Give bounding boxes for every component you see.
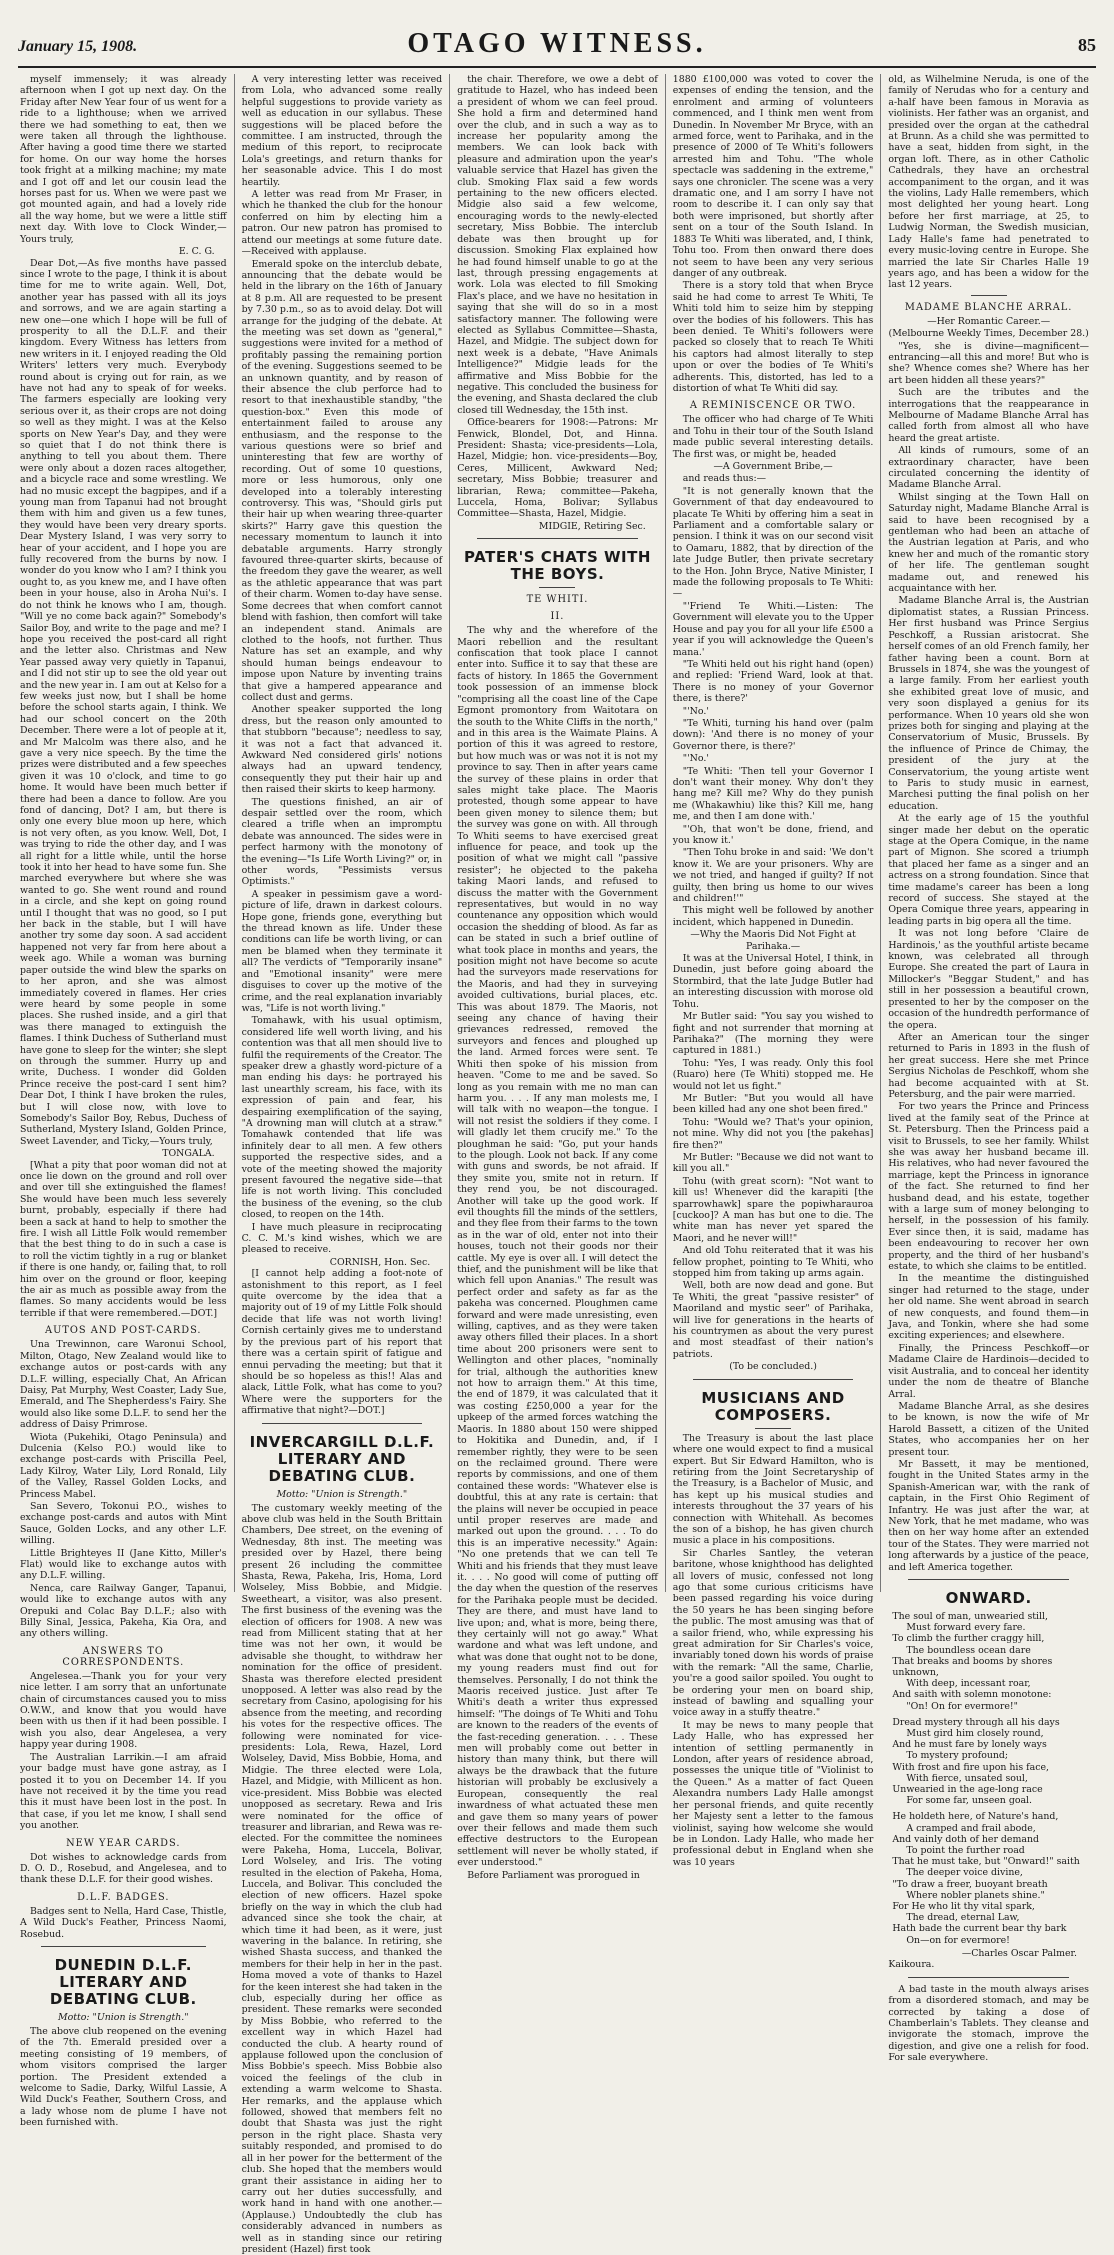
- article-paragraph: After an American tour the singer returned to Paris in 1893 in the flush of her great success. Here she met Prince Sergius Nicholas de Peschkoff, whom she had become acquainted with at St. Petersburg, and the pair were married.: [888, 1031, 1089, 1100]
- article-paragraph: It was at the Universal Hotel, I think, in Dunedin, just before going aboard the Stormbird, that the late Judge Butler had an interesting discussion with morose old Tohu.: [672, 953, 874, 1010]
- article-paragraph: Tohu (with great scorn): "Not want to kill us! Whenever did the karapiti [the sparrowhawk] spare the popiwharauroa [cuckoo]? A man has but one to die. The white man has never yet spared the Maori, and he never will!": [672, 1175, 874, 1244]
- notice-paragraph: Una Trewinnon, care Waronui School, Milton, Otago, New Zealand would like to exchange autos or post-cards with any D.L.F. willing, especially Chat, An African Daisy, Pat Murphy, West Coaster, Lady Sue, Emerald, and The Shepherdess's Fairy. She would also like some D.L.F. to send her the address of Daisy Primrose.: [20, 1339, 227, 1431]
- article-paragraph: The why and the wherefore of the Maori rebellion and the resultant confiscation that took place I cannot enter into. Suffice it to say that these are facts of history. In 1865 the Government took possession of an immense block "comprising all the coast line of the Cape Egmont promontory from Waitotara on the south to the White Cliffs in the north," and in this area is the Waimate Plains. A portion of this it was agreed to restore, but how much was or was not it is not my province to say. Then in after years came the survey of these plains in order that sales might take place. The Maoris protested, though some appear to have been given money to silence them; but the survey was gone on with. All through To Whiti seems to have exercised great influence for peace, and took up the position of what we might call "passive resister"; he objected to the pakeha taking Maori lands, and refused to discuss the matter with the Government representatives, but would in no way countenance any opposition which would occasion the shedding of blood. As far as can be stated in such a brief outline of what took place in months and years, the position might not have become so acute had the surveyors made reservations for the Maoris, and had they in surveying avoided cultivations, burial places, etc. This was about 1879. The Maoris, not seeing any chance of having their grievances redressed, removed the surveyors and fences and ploughed up the land. Armed forces were sent. Te Whiti then spoke of his mission from heaven. "Come to me and be saved. So long as you remain with me no man can harm you. . . . If any man molests me, I will talk with no weapon—the tongue. I will not resist the soldiers if they come. I will gladly let them crucify me." To the ploughman he said: "Go, put your hands to the plough. Look not back. If any come with guns and swords, be not afraid. If they smite you, smite not in return. If they rend you, be not discouraged. Another will take up the good work. If evil thoughts fill the minds of the settlers, and they flee from their farms to the town as in the war of old, enter not into their houses, touch not their goods nor their cattle. My eye is over all. I will detect the thief, and the punishment will be like that which fell upon Ananias." The result was perfect order and safety as far as the pakeha was concerned. Ploughmen came forward and were made unresisting, even willing, captives, and as they were taken away others filled their places. In a short time about 200 prisoners were sent to Wellington and other places, "nominally for trial, although the authorities knew not how to arraign them." At this time, the end of 1879, it was calculated that it was costing £250,000 a year for the upkeep of the armed forces watching the Maoris. In 1880 about 150 were shipped to Hokitika and Dunedin, and, if I remember rightly, they were to be seen on the reclaimed ground. There were reports by commissions, and one of them contained these words: "Whatever else is doubtful, this at any rate is certain: that the plains will never be occupied in peace until proper reserves are made and marked out upon the ground. . . . To do this is an imperative necessity." Again: "No one pretends that we can tell Te Whiti and his friends that they must leave it. . . . No good will come of putting off the day when the question of the reserves for the Parihaka people must be decided. They are there, and must have land to live upon; and, what is more, being there, they certainly will not go away." What wardone and what was left undone, and what was done that ought not to be done, my young readers must find out for themselves. Personally, I do not think the Maoris received justice. Just after Te Whiti's death a writer thus expressed himself: "The doings of Te Whiti and Tohu are known to the readers of the events of the fast-receding generation. . . . These men will probably come out better in history than many think, but there will always be the drawback that the future historian will probably be exclusively a European, consequently the real inwardness of what actuated these men and gave them so many years of power over their fellows and made them such effective destructors to the European settlement will never be wholly stated, if ever understood.": [457, 625, 658, 1869]
- article-paragraph: Whilst singing at the Town Hall on Saturday night, Madame Blanche Arral is said to have been recognised by a gentleman who had been an attache of the Austrian legation at Paris, and who knew her and much of the romantic story of her life. The gentleman sought madame out, and renewed his acquaintance with her.: [888, 491, 1089, 595]
- notice-paragraph: Badges sent to Nella, Hard Case, Thistle, A Wild Duck's Feather, Princess Naomi, Rosebud.: [20, 1905, 227, 1940]
- article-paragraph: Tohu: "Would we? That's your opinion, not mine. Why did not you [the pakehas] fire then?": [672, 1116, 874, 1151]
- article-paragraph: "It is not generally known that the Government of that day endeavoured to placate Te Whiti by offering him a seat in Parliament and a comfortable salary or pension. I think it was on our second visit to Oamaru, 1882, that by direction of the late Judge Butler, then private secretary to the Hon. John Bryce, Native Minister, I made the following proposals to Te Whiti:—: [672, 485, 874, 600]
- masthead-rule: [18, 66, 1096, 68]
- divider: [262, 1423, 422, 1424]
- article-paragraph: "Te Whiti: 'Then tell your Governor I don't want their money. Why don't they hang me? Kill me? Why do they punish me (Whakawhiu) like this? Kill me, hang me, and then I am done with.': [672, 765, 874, 823]
- poem-place: Kaikoura.: [888, 1959, 935, 1971]
- column-2: [234, 74, 450, 2255]
- section-heading-autos: AUTOS AND POST-CARDS.: [45, 1325, 202, 1337]
- poem-line: To mystery profound;: [906, 1750, 1009, 1762]
- article-paragraph: "Te Whiti held out his right hand (open) and replied: 'Friend Ward, look at that. There is no money of your Governor there, is there?': [672, 658, 874, 705]
- article-paragraph: Finally, the Princess Peschkoff—or Madame Claire de Hardinois—decided to visit Australia, and to conceal her identity under the nom de theatre of Blanche Arral.: [888, 1342, 1089, 1400]
- poem-line: To point the further road: [906, 1845, 1025, 1857]
- article-inline-heading: —Why the Maoris Did Not Fight at Parihaka.—: [690, 929, 856, 952]
- article-paragraph: All kinds of rumours, some of an extraordinary character, have been circulated concerning the identity of Madame Blanche Arral.: [888, 445, 1089, 491]
- notice-paragraph: Little Brighteyes II (Jane Kitto, Miller's Flat) would like to exchange autos with any D.L.F. willing.: [20, 1547, 227, 1582]
- section-heading-reminiscence: A REMINISCENCE OR TWO.: [689, 400, 857, 412]
- poem-line: Dread mystery through all his days: [892, 1716, 1060, 1728]
- article-paragraph: Such are the tributes and the interrogations that the reappearance in Melbourne of Madame Blanche Arral has called forth from almost all who have heard the great artiste.: [888, 387, 1089, 444]
- poem-line: Hath bade the current bear thy bark: [892, 1923, 1067, 1935]
- section-heading-new-year: NEW YEAR CARDS.: [66, 1837, 181, 1849]
- article-paragraph: "Te Whiti, turning his hand over (palm down): 'And there is no money of your Governor there, is there?': [672, 717, 874, 752]
- article-heading-paters-chats: PATER'S CHATS WITH THE BOYS.: [464, 548, 651, 584]
- letter-signature: TONGALA.: [162, 1148, 215, 1160]
- answer-paragraph: The Australian Larrikin.—I am afraid your badge must have gone astray, as I posted it to you on December 14. If you have not received it by the time you read this it must have been lost in the post. In that case, if you let me know, I shall send you another.: [20, 1751, 227, 1832]
- poem-line: That breaks and booms by shores unknown,: [892, 1655, 1053, 1679]
- article-paragraph: There is a story told that when Bryce said he had come to arrest Te Whiti, Te Whiti told him to seize him by stepping over the bodies of his followers. This has been denied. Te Whiti's followers were packed so closely that to reach Te Whiti his captors had almost literally to step upon or over the bodies of Te Whiti's adherents. This, distorted, has led to a distortion of what Te Whiti did say.: [672, 280, 874, 394]
- report-paragraph: Another speaker supported the long dress, but the reason only amounted to that stubborn "because"; needless to say, it was not a fact that advanced it. Awkward Ned considered girls' notions always had an upward tendency, consequently they put their hair up and then raised their skirts to keep harmony.: [241, 704, 443, 796]
- poem-line: Where nobler planets shine.": [906, 1889, 1045, 1901]
- poem-line: And vainly doth of her demand: [892, 1833, 1040, 1845]
- poem-line: The dread, eternal Law,: [906, 1912, 1020, 1924]
- answer-paragraph: Angelesea.—Thank you for your very nice letter. I am sorry that an unfortunate chain of circumstances caused you to miss O.W.W., and know that you would have been with us then if it had been possible. I wish you also, dear Angelesea, a very happy year during 1908.: [20, 1670, 227, 1751]
- newspaper-title: OTAGO WITNESS.: [407, 28, 707, 59]
- report-paragraph: The above club reopened on the evening of the 7th. Emerald presided over a meeting consisting of 19 members, of whom visitors comprised the larger portion. The President extended a welcome to Sadie, Darky, Wilful Lassie, A Wild Duck's Feather, Southern Cross, and a lady whose nom de plume I have not been furnished with.: [20, 2025, 227, 2129]
- article-subheading-te-whiti: TE WHITI.: [526, 594, 589, 606]
- article-paragraph: Before Parliament was prorogued in: [467, 1869, 640, 1881]
- article-paragraph: Madame Blanche Arral is, the Austrian diplomatist states, a Russian Princess. Her first husband was Prince Sergius Peschkoff, a Russian aristocrat. She herself comes of an old French family, her father having been a count. Born at Brussels in 1874, she was the youngest of a large family. From her earliest youth she exhibited great love of music, and very soon displayed a genius for its performance. When 10 years old she won prizes both for singing and playing at the Conservatorium of Music, Brussels. By the influence of Prince de Chimay, the president of the jury at the Conservatorium, the young artiste went to Paris to study music in earnest, Marchesi putting the final polish on her education.: [888, 595, 1089, 812]
- notice-paragraph: San Severo, Tokonui P.O., wishes to exchange post-cards and autos with Mint Sauce, Golden Locks, and any other L.F. willing.: [20, 1500, 227, 1547]
- article-heading-dunedin-club: DUNEDIN D.L.F. LITERARY AND DEBATING CLUB.: [49, 1955, 197, 2008]
- article-paragraph: It was not long before 'Claire de Hardinois,' as the youthful artiste became known, was celebrated all through Europe. She created the part of Laura in Millocker's "Beggar Student," and has still in her possession a beautiful crown, presented to her by the composer on the occasion of the hundredth performance of the opera.: [888, 928, 1089, 1031]
- column-5: [880, 74, 1096, 2064]
- report-signature: CORNISH, Hon. Sec.: [329, 1256, 431, 1268]
- article-paragraph: "Yes, she is divine—magnificent—entrancing—all this and more! But who is she? Whence comes she? Where has her art been hidden all these years?": [888, 340, 1089, 386]
- article-paragraph: Mr Butler said: "You say you wished to fight and not surrender that morning at Parihaka?" (The morning they were captured in 1881.): [672, 1011, 874, 1057]
- notice-paragraph: Nenca, care Railway Ganger, Tapanui, would like to exchange autos with any Orepuki and Colac Bay D.L.F.; also with Billy Sinal, Jessica, Pakeha, Kia Ora, and any others willing.: [20, 1582, 227, 1640]
- page-number: 85: [1078, 35, 1096, 55]
- poem-onward: [892, 1611, 1089, 1946]
- divider: [477, 538, 637, 539]
- report-signature: MIDGIE, Retiring Sec.: [538, 520, 646, 532]
- article-paragraph: The Treasury is about the last place where one would expect to find a musical expert. But Sir Edward Hamilton, who is retiring from the Joint Secretaryship of the Treasury, is a Bachelor of Music, and has kept up his musical studies and interests throughout the 37 years of his connection with Whitehall. As becomes the son of a bishop, he has given church music a place in his compositions.: [672, 1432, 874, 1547]
- newspaper-columns: [18, 74, 1096, 2255]
- poem-line: He holdeth here, of Nature's hand,: [892, 1811, 1059, 1823]
- letter-paragraph: myself immensely; it was already afternoon when I got up next day. On the Friday after New Year four of us went for a ride to a lighthouse; when we arrived there we had something to eat, then we were taken all through the lighthouse. After having a good time there we started for home. On our way home the horses took fright at a milking machine; my mate and I got off and let our cousin lead the horses past for us. When we were past we got mounted again, and had a lovely ride all the way home, but we were a little stiff next day. With love to Clock Winder,—Yours truly,: [20, 74, 227, 245]
- poem-line: And saith with solemn monotone:: [892, 1689, 1052, 1701]
- article-paragraph: Tohu: "Yes, I was ready. Only this fool (Ruaro) here (Te Whiti) stopped me. He would not let us fight.": [672, 1057, 874, 1092]
- letter-paragraph: Dear Dot,—As five months have passed since I wrote to the page, I think it is about time for me to write again. Well, Dot, another year has passed with all its joys and sorrows, and we are again starting a new one—one which I hope will be full of prosperity to all the D.L.F. and their kingdom. Every Witness has letters from new writers in it. I enjoyed reading the Old Writers' letters very much. Everybody round about is crying out for rain, as we have not had any to speak of for weeks. The farmers especially are looking very serious over it, as their crops are not doing so well as they might. I was at the Kelso sports on New Year's Day, and they were so quiet that I do not think there is anything to tell you about them. There were only about a dozen races altogether, and a bicycle race and some wrestling. We had no music except the bagpipes, and if a young man from Tapanui had not brought them with him and given us a few tunes, they would have been very dreary sports. Dear Mystery Island, I was very sorry to hear of your accident, and I hope you are fully recovered from the burns by now. I wonder do you know who I am? I think you ought to, as you knew me, and I have often been in your house, also in Aroha Nui's. I do not think he knows who I am, though. "Will ye no come back again?" Somebody's Sailor Boy, and write to the page and me? I hope you received the post-card all right and the letter also. Christmas and New Year passed away very quietly in Tapanui, and I did not stir up to see the old year out and the new year in. I am out at Kelso for a few weeks just now, but I shall be home before the school starts again, I think. We had our school concert on the 20th December. There were a lot of people at it, and Mr Malcolm was there also, and he gave a very nice speech. By the time the prizes were distributed and a few speeches given it was 10 o'clock, and time to go home. It would have been much better if there had been a dance to follow. Are you fond of dancing, Dot? I am, but there is only one every blue moon up here, which is not very often, as you know. Well, Dot, I was trying to ride the other day, and I was all right for a little while, until the horse took it into her head to have some fun. She marched everywhere but where she was wanted to go. She went round and round in a circle, and she kept on going round until I thought that was no good, so I put her back in the stable, but I will have another try some day soon. A sad accident happened not very far from here about a week ago. While a woman was burning paper outside the wind blew the sparks on to her apron, and she was almost immediately covered in flames. Her cries were heard by some people in some places. She rushed inside, and a girl that was there managed to extinguish the flames. I think Duchess of Sutherland must have gone to sleep for the winter; she slept on through the summer. Hurry up and write, Duchess. I wonder did Golden Prince receive the post-card I sent him? Dear Dot, I think I have broken the rules, but I will close now, with love to Somebody's Sailor Boy, Rebus, Duchess of Sutherland, Mystery Island, Golden Prince, Sweet Lavender, and Ticky,—Yours truly,: [20, 257, 227, 1147]
- poem-author: —Charles Oscar Palmer.: [961, 1947, 1077, 1959]
- issue-date: January 15, 1908.: [18, 38, 138, 55]
- divider: [908, 1579, 1068, 1580]
- report-paragraph: A very interesting letter was received from Lola, who advanced some really helpful suggestions to provide variety as well as education in our syllabus. These suggestions will be placed before the committee. I am instructed, through the medium of this report, to reciprocate Lola's greetings, and return thanks for her seasonable advice. This I do most heartily.: [241, 74, 443, 188]
- article-paragraph: old, as Wilhelmine Neruda, is one of the family of Nerudas who for a century and a-half have been famous in Moravia as violinists. Her father was an organist, and presided over the organ at the cathedral at Brunn. As a child she was permitted to have a seat, hidden from sight, in the organ loft. There, as in other Catholic Cathedrals, they have an orchestral accompaniment to the organ, and it was the violins, Lady Halle remembers, which most delighted her young heart. Long before her first marriage, at 25, to Ludwig Norman, the Swedish musician, Lady Halle's fame had penetrated to every music-loving centre in Europe. She married the late Sir Charles Halle 19 years ago, and has been a widow for the last 12 years.: [888, 74, 1089, 291]
- divider: [971, 295, 1007, 296]
- report-paragraph: Tomahawk, with his usual optimism, considered life well worth living, and his contention was that all men should live to fulfil the requirements of the Creator. The speaker drew a ghastly word-picture of a man ending his days: he portrayed his last unearthly scream, his face, with its expression of pain and fear, his despairing exemplification of the saying, "A drowning man will clutch at a straw." Tomahawk contended that life was infinitely dear to all men. A few others supported the respective sides, and a vote of the meeting showed the majority present favoured the negative side—that life is not worth living. This concluded the business of the evening, so the club closed, to reopen on the 14th.: [241, 1015, 443, 1221]
- article-heading-musicians: MUSICIANS AND COMPOSERS.: [701, 1388, 845, 1424]
- editor-note: [I cannot help adding a foot-note of astonishment to this report, as I feel quite overcome by the idea that a majority out of 19 of my Little Folk should decide that life was not worth living! Cornish certainly gives me to understand by the previous part of his report that there was a certain spirit of fatigue and ennui pervading the meeting; but that it should be so hopeless as this!! Alas and alack, Little Folk, what has come to you? Where were the supporters for the affirmative that night?—DOT.]: [241, 1268, 443, 1417]
- poem-line: A cramped and frail abode,: [906, 1822, 1036, 1834]
- article-paragraph: At the early age of 15 the youthful singer made her debut on the operatic stage at the Opera Comique, in the name part of Mignon. She scored a triumph that placed her fame as a singer and an actress on a strong foundation. Since that time madame's career has been a long record of success. She stayed at the Opera Comique three years, appearing in leading parts in big opera all the time.: [888, 813, 1089, 927]
- report-paragraph: A letter was read from Mr Fraser, in which he thanked the club for the honour conferred on him by electing him a patron. Our new patron has promised to attend our meetings at some future date.—Received with applause.: [241, 189, 443, 258]
- article-paragraph: Well, both are now dead and gone. But Te Whiti, the great "passive resister" of Maoriland and mystic seer" of Parihaka, will live for generations in the hearts of his countrymen as about the very purest and most steadfast of their nation's patriots.: [672, 1280, 874, 1360]
- poem-line: The boundless ocean dare: [906, 1644, 1031, 1656]
- article-paragraph: In the meantime the distinguished singer had returned to the stage, under her old name. She went abroad in search of new conquests, and found them—in Java, and Tonkin, where she had some exciting experiences; and elsewhere.: [888, 1273, 1089, 1342]
- poem-line: Must gird him closely round,: [906, 1728, 1044, 1740]
- report-paragraph: I have much pleasure in reciprocating C. C. M.'s kind wishes, which we are pleased to receive.: [241, 1221, 443, 1256]
- report-paragraph: Emerald spoke on the interclub debate, announcing that the debate would be held in the library on the 16th of January at 8 p.m. All are requested to be present by 7.30 p.m., so as to avoid delay. Dot will arrange for the judging of the debate. At the meeting was set down as "general," suggestions were invited for a method of profitably passing the remaining portion of the evening. Suggestions seemed to be an unknown quantity, and by reason of their absence the club perforce had to resort to that inexhaustible standby, "the question-box." Even this mode of entertainment failed to arouse any enthusiasm, and the response to the various questions were so brief and uninteresting that few are worthy of recording. Out of some 10 questions, more or less humorous, only one developed into a tolerably interesting controversy. This was, "Should girls put their hair up when wearing three-quarter skirts?" Harry gave this question the necessary momentum to launch it into debatable arguments. Harry strongly favoured three-quarter skirts, because of the freedom they gave the wearer, as well as the athletic appearance that was part of their charm. Women to-day have sense. Some decrees that when comfort cannot blend with fashion, then comfort will take an independent stand. Animals are clothed to the hoofs, not further. Thus Nature has set an example, and why should human beings endeavour to impose upon Nature by inventing trains that give a hampered appearance and collect dust and germs.: [241, 258, 443, 703]
- poem-line: Must forward every fare.: [906, 1622, 1026, 1634]
- poem-line: On—on for evermore!: [906, 1934, 1010, 1946]
- article-paragraph: 1880 £100,000 was voted to cover the expenses of ending the tension, and the enrolment and arming of volunteers commenced, and I think men went from Dunedin. In November Mr Bryce, with an armed force, went to Parihaka, and in the presence of 2000 of Te Whiti's followers arrested him and Tohu. "The whole spectacle was saddening in the extreme," says one chronicler. The scene was a very dramatic one, and I am sorry I have not room to describe it. I can only say that both were imprisoned, but shortly after sent on a tour of the South Island. In 1883 Te Whiti was liberated, and, I think, Tohu too. From then onward there does not seem to have been any very serious danger of any outbreak.: [672, 74, 874, 279]
- club-motto: Motto: "Union is Strength.": [276, 1488, 408, 1500]
- divider: [693, 1379, 853, 1380]
- section-heading-madame-arral: MADAME BLANCHE ARRAL.: [904, 301, 1073, 313]
- article-paragraph: This might well be followed by another incident, which happened in Dunedin.: [672, 905, 874, 928]
- report-paragraph: The questions finished, an air of despair settled over the room, which cleared a trifle when an impromptu debate was announced. The sides were in perfect harmony with the monotony of the evening—"Is Life Worth Living?" or, in other words, "Pessimists versus Optimists.": [241, 796, 443, 888]
- editor-note: [What a pity that poor woman did not at once lie down on the ground and roll over and over till she extinguished the flames! She would have been much less severely burnt, probably, especially if there had been a sack at hand to help to smother the fire. I wish all Little Folk would remember that the best thing to do in such a case is to roll the victim tightly in a rug or blanket if there is one handy, or, failing that, to roll him over on the ground or floor, keeping the air as much as possible away from the flames. So many accidents would be less terrible if that were remembered.—DOT.]: [20, 1159, 227, 1319]
- article-paragraph: "Then Tohu broke in and said: 'We don't know it. We are your prisoners. Why are we not tried, and hanged if guilty? If not guilty, then bring us home to our wives and children!'": [672, 847, 874, 905]
- poem-line: And he must fare by lonely ways: [892, 1739, 1047, 1751]
- masthead: [18, 22, 1096, 62]
- article-paragraph: It may be news to many people that Lady Halle, who has expressed her intention of settling permanently in London, after years of residence abroad, possesses the unique title of "Violinist to the Queen." As a matter of fact Queen Alexandra numbers Lady Halle amongst her personal friends, and quite recently her Majesty sent a letter to the famous violinist, saying how welcome she would be in London. Lady Halle, who made her professional debut in England when she was 10 years: [672, 1719, 874, 1868]
- letter-signature: E. C. G.: [178, 246, 215, 258]
- divider: [539, 587, 575, 588]
- article-paragraph: "'Friend Te Whiti.—Listen: The Government will elevate you to the Upper House and pay you for all your life £500 a year if you will acknowledge the Queen's mana.': [672, 600, 874, 658]
- poem-line: Unwearied in the age-long race: [892, 1784, 1043, 1796]
- notice-paragraph: Wiota (Pukehiki, Otago Peninsula) and Dulcenia (Kelso P.O.) would like to exchange post-cards with Priscilla Peel, Lady Kilroy, Water Lily, Lord Ronald, Lily of the Valley, Rassel Golden Locks, and Princess Mabel.: [20, 1431, 227, 1500]
- poem-line: With fierce, unsated soul,: [906, 1772, 1028, 1784]
- poem-line: To climb the further craggy hill,: [892, 1633, 1045, 1645]
- article-paragraph: "'Oh, that won't be done, friend, and you know it.': [672, 823, 874, 846]
- article-paragraph: And old Tohu reiterated that it was his fellow prophet, pointing to Te Whiti, who stopped him from taking up arms again.: [672, 1245, 874, 1280]
- article-paragraph: The officer who had charge of Te Whiti and Tohu in their tour of the South Island made public several interesting details. The first was, or might be, headed: [672, 414, 874, 460]
- article-heading-invercargill-club: INVERCARGILL D.L.F. LITERARY AND DEBATING CLUB.: [249, 1432, 435, 1485]
- poem-line: For He who lit thy vital spark,: [892, 1901, 1035, 1913]
- divider: [908, 1977, 1068, 1978]
- poem-line: The deeper voice divine,: [906, 1867, 1023, 1879]
- article-paragraph: Mr Bassett, it may be mentioned, fought in the United States army in the Spanish-American war, with the rank of captain, in the First Ohio Regiment of Infantry. He was just after the war, at New York, that he met madame, who was then on her way home after an extended tour of the States. They were married not long afterwards by a justice of the peace, and left America together.: [888, 1458, 1089, 1573]
- article-paragraph: Mr Butler: "But you would all have been killed had any one shot been fired.": [672, 1092, 874, 1116]
- article-paragraph: Mr Butler: "Because we did not want to kill you all.": [672, 1151, 874, 1175]
- advertisement-paragraph: A bad taste in the mouth always arises from a disordered stomach, and may be corrected by taking a dose of Chamberlain's Tablets. They cleanse and invigorate the stomach, improve the digestion, and give one a relish for food. For sale everywhere.: [888, 1983, 1089, 2064]
- article-paragraph: Madame Blanche Arral, as she desires to be known, is now the wife of Mr Harold Bassett, a citizen of the United States, who accompanies her on her present tour.: [888, 1400, 1089, 1458]
- divider: [41, 1946, 206, 1947]
- poem-line: With frost and fire upon his face,: [892, 1761, 1050, 1773]
- notice-paragraph: Dot wishes to acknowledge cards from D. O. D., Rosebud, and Angelesea, and to thank these D.L.F. for their good wishes.: [20, 1851, 227, 1886]
- report-paragraph: Office-bearers for 1908:—Patrons: Mr Fenwick, Blondel, Dot, and Hinna. President: Shasta; vice-presidents—Lola, Hazel, Midgie; hon. vice-presidents—Boy, Ceres, Millicent, Awkward Ned; secretary, Miss Bobbie; treasurer and librarian, Rewa; committee—Pakeha, Luccela, Homa, Bolivar; Syllabus Committee—Shasta, Hazel, Midgie.: [457, 417, 658, 520]
- article-part-number: II.: [550, 611, 565, 623]
- article-paragraph: "'No.': [682, 705, 709, 717]
- source-credit: (Melbourne Weekly Times, December 28.): [888, 328, 1089, 340]
- poem-title-onward: ONWARD.: [945, 1589, 1032, 1607]
- report-paragraph: A speaker in pessimism gave a word-picture of life, drawn in darkest colours. Hope gone, friends gone, everything but the thread known as life. Under these conditions can life be worth living, or can men be blamed when they terminate it all? The verdicts of "Temporarily insane" and "Emotional insanity" were mere disguises to cover up the motive of the crime, and the real explanation invariably was, "Life is not worth living.": [241, 888, 443, 1014]
- poem-line: For some far, unseen goal.: [906, 1795, 1033, 1807]
- section-subheading: —Her Romantic Career.—: [927, 315, 1051, 327]
- club-motto: Motto: "Union is Strength.": [57, 2011, 189, 2023]
- article-paragraph: "'No.': [682, 753, 709, 765]
- poem-line: With deep, incessant roar,: [906, 1678, 1031, 1690]
- column-4: [665, 74, 881, 1868]
- poem-line: That he must take, but "Onward!" saith: [892, 1856, 1080, 1868]
- poem-line: The soul of man, unwearied still,: [892, 1611, 1049, 1622]
- article-inline-heading: —A Government Bribe,—: [713, 461, 833, 472]
- section-heading-badges: D.L.F. BADGES.: [77, 1891, 170, 1903]
- column-3: [449, 74, 665, 1881]
- article-paragraph: For two years the Prince and Princess lived at the family seat of the Prince at St. Petersburg. Then the Princess paid a visit to Brussels, to see her family. Whilst she was away her husband became ill. His relatives, who had never favoured the marriage, kept the Princess in ignorance of the fact. She returned to find her husband dead, and his estate, together with a large sum of money belonging to herself, in the possession of his family. Ever since then, it is said, madame has been endeavouring to recover her own property, and the third of her husband's estate, to which she claims to be entitled.: [888, 1101, 1089, 1273]
- poem-line: "On! On for evermore!": [906, 1700, 1018, 1712]
- poem-line: "To draw a freer, buoyant breath: [892, 1878, 1048, 1890]
- article-paragraph: and reads thus:—: [682, 473, 766, 485]
- divider: [755, 1428, 791, 1429]
- report-paragraph: The customary weekly meeting of the above club was held in the South Brittain Chambers, Dee street, on the evening of Wednesday, 8th inst. The meeting was presided over by Hazel, there being present 26 including the committee Shasta, Rewa, Pakeha, Iris, Homa, Lord Wolseley, Miss Bobbie, and Midgie. Sweetheart, a visitor, was also present. The first business of the evening was the election of officers for 1908. A new was read from Millicent stating that at her time was not her own, it would be advisable she thought, to withdraw her nomination for the office of president. Shasta was therefore elected president unopposed. A letter was also read by the secretary from Casino, apologising for his absence from the meeting, and recording his votes for the respective offices. The following were nominated for vice-presidents: Lola, Rewa, Hazel, Lord Wolseley, David, Miss Bobbie, Homa, and Midgie. The three elected were Lola, Hazel, and Midgie, with Millicent as hon. vice-president. Miss Bobbie was elected unopposed as secretary. Rewa and Iris were nominated for the office of treasurer and librarian, and Rewa was re-elected. For the committee the nominees were Pakeha, Homa, Luccela, Bolivar, Lord Wolseley, and Iris. The voting resulted in the election of Pakeha, Homa, Luccela, and Bolivar. This concluded the election of new officers. Hazel spoke briefly on the way in which the club had advanced since she took the chair, at which time it had been, as it were, just wavering in the balance. In retiring, she wished Shasta success, and thanked the members for their help in her in the past. Homa moved a vote of thanks to Hazel for the keen interest she had taken in the club, especially during her office as president. These remarks were seconded by Miss Bobbie, who referred to the excellent way in which Hazel had conducted the club. A hearty round of applause followed upon the conclusion of Miss Bobbie's speech. Miss Bobbie also voiced the feelings of the club in extending a warm welcome to Shasta. Her remarks, and the applause which followed, showed that members felt no doubt that Shasta was just the right person in the right place. Shasta very suitably responded, and promised to do all in her power for the betterment of the club. She hoped that the members would grant their assistance in aiding her to carry out her duties successfully, and work hand in hand with one another.—(Applause.) Undoubtedly the club has considerably advanced in numbers as well as in standing since our retiring president (Hazel) first took: [241, 1502, 443, 2255]
- to-be-concluded-note: (To be concluded.): [729, 1361, 817, 1373]
- article-paragraph: Sir Charles Santley, the veteran baritone, whose knighthood has delighted all lovers of music, confessed not long ago that some curious criticisms have been passed regarding his voice during the 50 years he has been singing before the public. The most amusing was that of a sailor friend, who, while expressing his great admiration for Sir Charles's voice, invariably toned down his words of praise with the remark: "All the same, Charlie, you're a good sailor spoiled. You ought to be ordering your men on board ship, instead of bawling and squalling your voice away in a stuffy theatre.": [672, 1547, 874, 1719]
- report-paragraph: the chair. Therefore, we owe a debt of gratitude to Hazel, who has indeed been a president of whom we can feel proud. She hold a firm and determined hand over the club, and in such a way as to increase her popularity among the members. We can look back with pleasure and admiration upon the year's valuable service that Hazel has given the club. Smoking Flax said a few words pertaining to the new officers elected. Midgie also said a few welcome, encouraging words to the newly-elected secretary, Miss Bobbie. The interclub debate was then brought up for discussion. Smoking Flax explained how he had found himself unable to go at the last, through pressing engagements at work. Lola was elected to fill Smoking Flax's place, and we have no hesitation in saying that she will do so in a most satisfactory manner. The following were elected as Syllabus Committee—Shasta, Hazel, and Midgie. The subject down for next week is a debate, "Have Animals Intelligence?" Midgie leads for the affirmative and Miss Bobbie for the negative. This concluded the business for the evening, and Shasta declared the club closed till Wednesday, the 15th inst.: [457, 74, 658, 416]
- section-heading-answers: ANSWERS TO CORRESPONDENTS.: [62, 1645, 185, 1668]
- column-1: [18, 74, 234, 2129]
